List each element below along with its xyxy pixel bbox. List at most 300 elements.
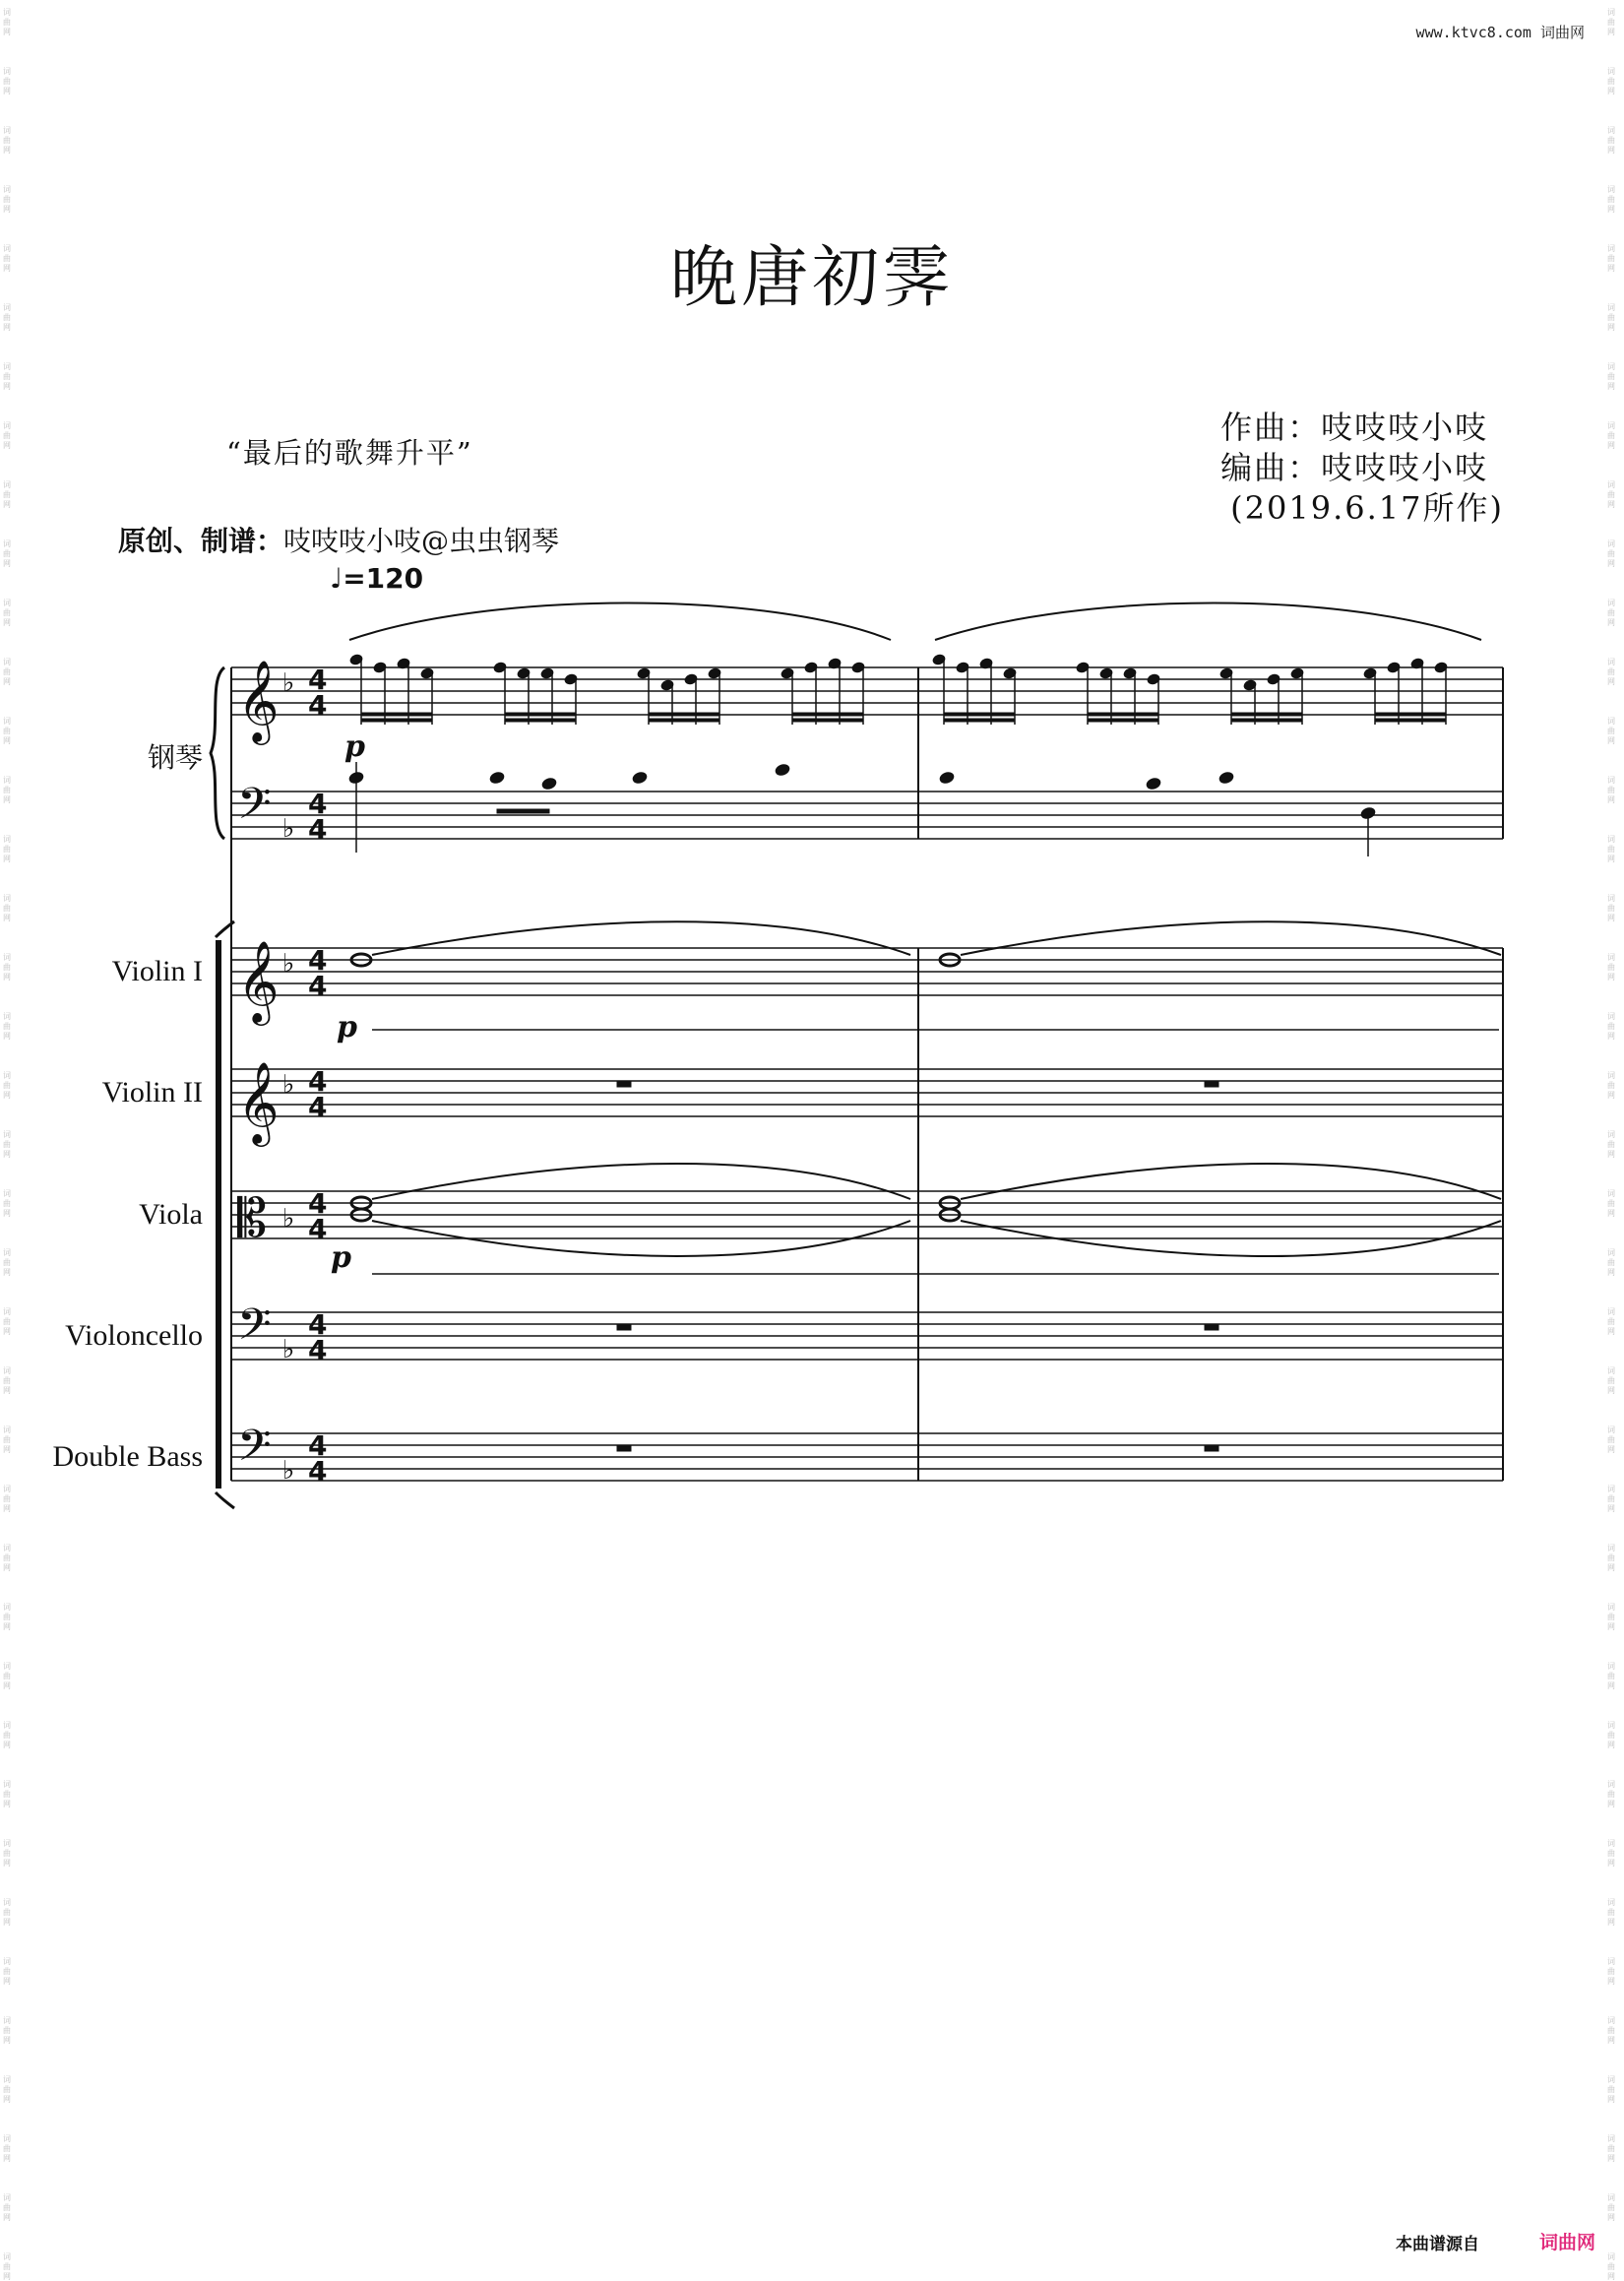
- watermark-glyph: 曲: [3, 1022, 11, 1031]
- time-signature-numerator: 4: [308, 664, 328, 696]
- watermark-glyph: 词: [3, 1780, 11, 1789]
- watermark-glyph: 网: [1607, 1741, 1615, 1749]
- watermark-glyph: 词: [3, 1012, 11, 1021]
- watermark-glyph: 曲: [1607, 1553, 1615, 1562]
- watermark-glyph: 词: [1607, 776, 1615, 785]
- watermark-glyph: 曲: [1607, 1672, 1615, 1680]
- watermark-glyph: 词: [1607, 185, 1615, 194]
- watermark-glyph: 词: [1607, 953, 1615, 962]
- watermark-glyph: 网: [1607, 677, 1615, 686]
- note-head: [489, 771, 506, 785]
- notation: [237, 603, 1501, 1489]
- watermark-glyph: 网: [3, 736, 11, 745]
- watermark-glyph: 词: [3, 1071, 11, 1080]
- note-head: [541, 777, 558, 791]
- watermark-glyph: 曲: [1607, 1967, 1615, 1976]
- dynamic-viola: p: [331, 1240, 351, 1275]
- beam: [505, 719, 576, 722]
- watermark-glyph: 曲: [3, 1376, 11, 1385]
- watermark-glyph: 曲: [3, 1435, 11, 1444]
- tie: [372, 921, 910, 955]
- watermark-glyph: 曲: [1607, 1849, 1615, 1858]
- whole-rest: [617, 1324, 631, 1330]
- beam: [497, 809, 549, 813]
- time-signature-denominator: 4: [308, 970, 328, 1002]
- whole-rest: [1205, 1324, 1218, 1330]
- watermark-glyph: 网: [3, 1032, 11, 1041]
- watermark-glyph: 词: [1607, 835, 1615, 844]
- dynamic-piano: p: [344, 729, 365, 764]
- watermark-glyph: 网: [1607, 1800, 1615, 1808]
- watermark-glyph: 网: [3, 264, 11, 273]
- whole-rest: [1205, 1081, 1218, 1087]
- watermark-glyph: 曲: [3, 136, 11, 145]
- instrument-violin2: Violin II: [101, 1076, 203, 1109]
- watermark-glyph: 词: [1607, 1426, 1615, 1434]
- watermark-glyph: 词: [3, 185, 11, 194]
- watermark-glyph: 词: [1607, 480, 1615, 489]
- watermark-glyph: 网: [3, 1741, 11, 1749]
- time-signature-numerator: 4: [308, 1187, 328, 1220]
- watermark-glyph: 网: [1607, 1209, 1615, 1218]
- flat-icon: ♭: [282, 814, 295, 844]
- instrument-violin1: Violin I: [111, 955, 203, 987]
- watermark-glyph: 词: [3, 126, 11, 135]
- beam: [944, 713, 1015, 716]
- watermark-glyph: 词: [3, 1898, 11, 1907]
- watermark-glyph: 词: [1607, 717, 1615, 726]
- watermark-glyph: 曲: [1607, 254, 1615, 263]
- watermark-glyph: 词: [1607, 421, 1615, 430]
- watermark-glyph: 词: [1607, 2075, 1615, 2084]
- time-signature-numerator: 4: [308, 1065, 328, 1098]
- watermark-glyph: 网: [3, 1977, 11, 1986]
- watermark-glyph: 词: [1607, 1189, 1615, 1198]
- watermark-glyph: 词: [3, 8, 11, 17]
- watermark-glyph: 曲: [3, 1849, 11, 1858]
- watermark-glyph: 曲: [1607, 608, 1615, 617]
- beam: [1231, 713, 1302, 716]
- watermark-glyph: 词: [3, 1957, 11, 1966]
- watermark-glyph: 词: [3, 717, 11, 726]
- watermark-glyph: 网: [3, 1268, 11, 1277]
- watermark-glyph: 网: [3, 677, 11, 686]
- watermark-glyph: 曲: [3, 845, 11, 854]
- watermark-glyph: 曲: [1607, 2085, 1615, 2094]
- watermark-glyph: 网: [1607, 1150, 1615, 1159]
- instrument-bass: Double Bass: [52, 1440, 203, 1473]
- watermark-glyph: 网: [3, 382, 11, 391]
- note-head: [775, 763, 791, 777]
- watermark-glyph: 词: [1607, 303, 1615, 312]
- watermark-glyph: 词: [3, 2075, 11, 2084]
- watermark-glyph: 网: [3, 1209, 11, 1218]
- watermark-glyph: 曲: [1607, 136, 1615, 145]
- watermark-glyph: 网: [1607, 736, 1615, 745]
- watermark-glyph: 网: [1607, 1918, 1615, 1927]
- watermark-glyph: 网: [3, 205, 11, 214]
- watermark-glyph: 网: [3, 1091, 11, 1100]
- watermark-glyph: 曲: [3, 1140, 11, 1149]
- watermark-glyph: 词: [1607, 67, 1615, 76]
- watermark-glyph: 曲: [1607, 1022, 1615, 1031]
- watermark-glyph: 词: [1607, 1603, 1615, 1612]
- watermark-glyph: 词: [3, 1426, 11, 1434]
- watermark-glyph: 网: [1607, 2154, 1615, 2163]
- watermark-glyph: 网: [1607, 500, 1615, 509]
- note-head: [939, 771, 956, 785]
- time-signature-denominator: 4: [308, 1213, 328, 1245]
- flat-icon: ♭: [282, 1204, 295, 1234]
- watermark-glyph: 曲: [3, 254, 11, 263]
- tie: [961, 921, 1501, 955]
- flat-icon: ♭: [282, 1070, 295, 1100]
- watermark-glyph: 词: [1607, 1662, 1615, 1671]
- watermark-glyph: 曲: [3, 1908, 11, 1917]
- watermark-glyph: 网: [1607, 559, 1615, 568]
- watermark-glyph: 词: [3, 599, 11, 607]
- time-signature-denominator: 4: [308, 813, 328, 846]
- watermark-glyph: 网: [1607, 1622, 1615, 1631]
- watermark-glyph: 网: [3, 28, 11, 36]
- watermark-glyph: 曲: [3, 313, 11, 322]
- date-line: (2019.6.17所作): [1230, 489, 1504, 527]
- watermark-glyph: 网: [1607, 1859, 1615, 1868]
- tie: [961, 1164, 1501, 1199]
- credit-label: 原创、制谱：: [118, 525, 284, 557]
- watermark-glyph: 曲: [3, 1553, 11, 1562]
- watermark-glyph: 网: [1607, 973, 1615, 982]
- watermark-glyph: 词: [1607, 2134, 1615, 2143]
- watermark-glyph: 词: [3, 2016, 11, 2025]
- watermark-glyph: 网: [3, 914, 11, 922]
- watermark-glyph: 词: [3, 67, 11, 76]
- note-head: [632, 771, 649, 785]
- watermark-glyph: 词: [1607, 1071, 1615, 1080]
- watermark-glyph: 曲: [1607, 786, 1615, 794]
- footer-source-label: 本曲谱源自: [1396, 2235, 1479, 2254]
- watermark-glyph: 网: [3, 559, 11, 568]
- watermark-glyph: 词: [3, 1839, 11, 1848]
- instrument-cello: Violoncello: [65, 1319, 203, 1352]
- watermark-glyph: 网: [3, 1150, 11, 1159]
- watermark-glyph: 曲: [3, 1317, 11, 1326]
- arranger-line: 编曲：吱吱吱小吱: [1220, 449, 1489, 486]
- watermark-glyph: 曲: [3, 77, 11, 86]
- whole-rest: [1205, 1445, 1218, 1451]
- site-name[interactable]: 词曲网: [1539, 24, 1585, 41]
- time-signature-denominator: 4: [308, 1091, 328, 1123]
- beam: [361, 719, 432, 722]
- treble-clef-icon: 𝄞: [237, 939, 280, 1022]
- watermark-glyph: 网: [1607, 1445, 1615, 1454]
- watermark-glyph: 曲: [1607, 1258, 1615, 1267]
- flat-icon: ♭: [282, 1456, 295, 1486]
- credit-value: 吱吱吱小吱@虫虫钢琴: [283, 525, 560, 557]
- time-signature-numerator: 4: [308, 1308, 328, 1341]
- beam: [1231, 719, 1302, 722]
- watermark-glyph: 曲: [1607, 1081, 1615, 1090]
- watermark-glyph: 曲: [3, 2026, 11, 2035]
- watermark-glyph: 词: [1607, 894, 1615, 903]
- watermark-glyph: 网: [1607, 323, 1615, 332]
- composer-line: 作曲：吱吱吱小吱: [1220, 409, 1489, 446]
- watermark-glyph: 词: [1607, 244, 1615, 253]
- watermark-glyph: 曲: [1607, 1317, 1615, 1326]
- watermark-glyph: 词: [1607, 2252, 1615, 2261]
- bass-clef-icon: 𝄢: [237, 778, 272, 840]
- watermark-glyph: 词: [3, 953, 11, 962]
- watermark-glyph: 网: [3, 855, 11, 863]
- watermark-glyph: 网: [3, 1800, 11, 1808]
- watermark-glyph: 网: [1607, 618, 1615, 627]
- watermark-glyph: 词: [3, 1721, 11, 1730]
- watermark-glyph: 网: [3, 2154, 11, 2163]
- watermark-glyph: 曲: [1607, 1731, 1615, 1740]
- flat-icon: ♭: [282, 1335, 295, 1364]
- watermark-glyph: 网: [1607, 914, 1615, 922]
- watermark-glyph: 词: [1607, 1721, 1615, 1730]
- watermark-glyph: 词: [1607, 126, 1615, 135]
- slur: [349, 603, 891, 641]
- flat-icon: ♭: [282, 668, 295, 698]
- time-signature-numerator: 4: [308, 944, 328, 977]
- flat-icon: ♭: [282, 949, 295, 979]
- note-head: [1146, 777, 1162, 791]
- time-signature-denominator: 4: [308, 1334, 328, 1366]
- watermark-glyph: 词: [1607, 2193, 1615, 2202]
- watermark-glyph: 网: [1607, 1032, 1615, 1041]
- watermark-glyph: 曲: [3, 2144, 11, 2153]
- watermark-glyph: 网: [1607, 441, 1615, 450]
- watermark-glyph: 曲: [3, 2085, 11, 2094]
- watermark-glyph: 词: [3, 1130, 11, 1139]
- watermark-glyph: 曲: [3, 667, 11, 676]
- watermark-glyph: 词: [3, 658, 11, 666]
- beam: [944, 719, 1015, 722]
- beam: [505, 713, 576, 716]
- tie: [372, 1164, 910, 1199]
- watermark-glyph: 曲: [1607, 2262, 1615, 2271]
- watermark-glyph: 词: [1607, 1780, 1615, 1789]
- watermark-glyph: 曲: [3, 727, 11, 735]
- piano-brace-icon: [211, 667, 224, 839]
- watermark-glyph: 曲: [3, 1258, 11, 1267]
- beam: [792, 719, 863, 722]
- watermark-glyph: 网: [1607, 264, 1615, 273]
- watermark-glyph: 网: [3, 973, 11, 982]
- whole-rest: [617, 1081, 631, 1087]
- watermark-glyph: 词: [1607, 2016, 1615, 2025]
- watermark-glyph: 曲: [3, 1790, 11, 1799]
- beam: [1088, 713, 1158, 716]
- watermark-glyph: 词: [1607, 1898, 1615, 1907]
- staff-lines: [211, 667, 1503, 1508]
- watermark-glyph: 网: [1607, 146, 1615, 155]
- score-title: 晚唐初霁: [669, 239, 954, 317]
- watermark-glyph: 网: [1607, 1091, 1615, 1100]
- watermark-glyph: 曲: [3, 195, 11, 204]
- watermark-glyph: 网: [3, 1918, 11, 1927]
- beam: [361, 713, 432, 716]
- watermark-glyph: 曲: [1607, 2026, 1615, 2035]
- watermark-glyph: 曲: [3, 963, 11, 972]
- watermark-glyph: 词: [3, 894, 11, 903]
- slur: [935, 603, 1481, 641]
- watermark-glyph: 词: [3, 2134, 11, 2143]
- time-signature-denominator: 4: [308, 1455, 328, 1488]
- watermark-glyph: 网: [3, 146, 11, 155]
- watermark-glyph: 词: [1607, 1012, 1615, 1021]
- watermark-glyph: 网: [1607, 2213, 1615, 2222]
- watermark-glyph: 词: [3, 2252, 11, 2261]
- watermark-glyph: 网: [1607, 1386, 1615, 1395]
- watermark-glyph: 网: [3, 795, 11, 804]
- watermark-glyph: 网: [3, 1445, 11, 1454]
- watermark-glyph: 词: [3, 1603, 11, 1612]
- watermark-glyph: 曲: [1607, 1140, 1615, 1149]
- watermark-glyph: 词: [1607, 1957, 1615, 1966]
- watermark-glyph: 曲: [1607, 549, 1615, 558]
- watermark-glyph: 曲: [3, 786, 11, 794]
- watermark-glyph: 词: [1607, 1366, 1615, 1375]
- watermark-glyph: 词: [1607, 8, 1615, 17]
- watermark-glyph: 网: [1607, 382, 1615, 391]
- watermark-glyph: 词: [1607, 1839, 1615, 1848]
- watermark-glyph: 曲: [1607, 1613, 1615, 1621]
- watermark-glyph: 曲: [1607, 963, 1615, 972]
- watermark-glyph: 词: [3, 244, 11, 253]
- bracket-hook: [216, 1492, 234, 1508]
- watermark-glyph: 网: [3, 1859, 11, 1868]
- watermark-glyph: 曲: [1607, 77, 1615, 86]
- watermark-glyph: 曲: [3, 1081, 11, 1090]
- site-url[interactable]: www.ktvc8.com: [1415, 24, 1531, 41]
- watermark-glyph: 曲: [3, 549, 11, 558]
- watermark-glyph: 网: [1607, 855, 1615, 863]
- watermark-glyph: 曲: [1607, 904, 1615, 913]
- watermark-glyph: 曲: [1607, 490, 1615, 499]
- alto-clef-icon: 𝄡: [237, 1187, 268, 1249]
- watermark-glyph: 网: [1607, 28, 1615, 36]
- watermark-glyph: 曲: [3, 490, 11, 499]
- beam: [792, 713, 863, 716]
- watermark-glyph: 曲: [3, 1731, 11, 1740]
- watermark-glyph: 网: [1607, 205, 1615, 214]
- watermark-glyph: 网: [3, 1563, 11, 1572]
- watermark-glyph: 曲: [1607, 727, 1615, 735]
- watermark-glyph: 曲: [1607, 667, 1615, 676]
- bass-clef-icon: 𝄢: [237, 1299, 272, 1361]
- watermark-glyph: 曲: [1607, 1908, 1615, 1917]
- whole-rest: [617, 1445, 631, 1451]
- watermark-glyph: 曲: [3, 372, 11, 381]
- watermark-glyph: 词: [1607, 1485, 1615, 1493]
- watermark-glyph: 网: [3, 1681, 11, 1690]
- watermark-glyph: 网: [1607, 795, 1615, 804]
- watermark-glyph: 网: [1607, 1504, 1615, 1513]
- watermark-glyph: 曲: [1607, 1435, 1615, 1444]
- watermark-glyph: 曲: [1607, 1376, 1615, 1385]
- watermark-glyph: 词: [3, 1366, 11, 1375]
- watermark-glyph: 曲: [1607, 2144, 1615, 2153]
- watermark-glyph: 词: [1607, 658, 1615, 666]
- watermark-glyph: 网: [1607, 87, 1615, 95]
- watermark-glyph: 曲: [3, 2203, 11, 2212]
- watermark-glyph: 曲: [3, 2262, 11, 2271]
- watermark-glyph: 网: [1607, 1268, 1615, 1277]
- watermark-glyph: 网: [3, 2036, 11, 2045]
- beam: [1375, 719, 1446, 722]
- watermark-glyph: 词: [1607, 1248, 1615, 1257]
- watermark-glyph: 曲: [1607, 431, 1615, 440]
- watermark-glyph: 词: [3, 1485, 11, 1493]
- watermark-glyph: 网: [3, 2213, 11, 2222]
- score-subtitle: “最后的歌舞升平”: [226, 436, 473, 470]
- watermark-glyph: 词: [3, 539, 11, 548]
- watermark-glyph: 曲: [1607, 845, 1615, 854]
- watermark-glyph: 曲: [1607, 195, 1615, 204]
- watermark-glyph: 网: [1607, 1681, 1615, 1690]
- beam: [649, 713, 719, 716]
- watermark-glyph: 网: [3, 2095, 11, 2104]
- watermark-glyph: 词: [1607, 362, 1615, 371]
- watermark-glyph: 曲: [1607, 313, 1615, 322]
- watermark-glyph: 网: [3, 441, 11, 450]
- watermark-glyph: 词: [3, 1662, 11, 1671]
- instrument-viola: Viola: [139, 1198, 203, 1231]
- watermark-glyph: 词: [3, 480, 11, 489]
- watermark-glyph: 词: [3, 421, 11, 430]
- watermark-glyph: 曲: [1607, 372, 1615, 381]
- watermark-glyph: 曲: [1607, 2203, 1615, 2212]
- dynamic-violin1: p: [337, 1010, 357, 1045]
- watermark-glyph: 曲: [1607, 1494, 1615, 1503]
- watermark-glyph: 词: [3, 2193, 11, 2202]
- quarter-note-icon: ♩: [330, 562, 344, 595]
- watermark-glyph: 词: [3, 1544, 11, 1552]
- beam: [649, 719, 719, 722]
- beam: [1375, 713, 1446, 716]
- watermark-glyph: 网: [3, 618, 11, 627]
- watermark-glyph: 曲: [1607, 1199, 1615, 1208]
- watermark-glyph: 网: [1607, 2036, 1615, 2045]
- time-signature-numerator: 4: [308, 1429, 328, 1462]
- watermark-glyph: 曲: [3, 18, 11, 27]
- watermark-glyph: 网: [3, 2272, 11, 2281]
- note-head: [1218, 771, 1235, 785]
- watermark-glyph: 网: [3, 1386, 11, 1395]
- watermark-glyph: 曲: [3, 608, 11, 617]
- watermark-glyph: 曲: [3, 1494, 11, 1503]
- watermark-glyph: 词: [1607, 1544, 1615, 1552]
- footer-logo[interactable]: 词曲网: [1539, 2232, 1596, 2253]
- watermark-glyph: 网: [1607, 1563, 1615, 1572]
- watermark-glyph: 曲: [3, 1199, 11, 1208]
- watermark-glyph: 词: [3, 1189, 11, 1198]
- time-signature-numerator: 4: [308, 788, 328, 820]
- treble-clef-icon: 𝄞: [237, 1060, 280, 1143]
- watermark-glyph: 词: [3, 1248, 11, 1257]
- watermark-glyph: 网: [1607, 1327, 1615, 1336]
- watermark-glyph: 词: [3, 776, 11, 785]
- watermark-glyph: 网: [3, 1504, 11, 1513]
- watermark-glyph: 词: [1607, 1130, 1615, 1139]
- bass-clef-icon: 𝄢: [237, 1420, 272, 1482]
- watermark-glyph: 网: [1607, 2095, 1615, 2104]
- beam: [1088, 719, 1158, 722]
- watermark-glyph: 网: [1607, 2272, 1615, 2281]
